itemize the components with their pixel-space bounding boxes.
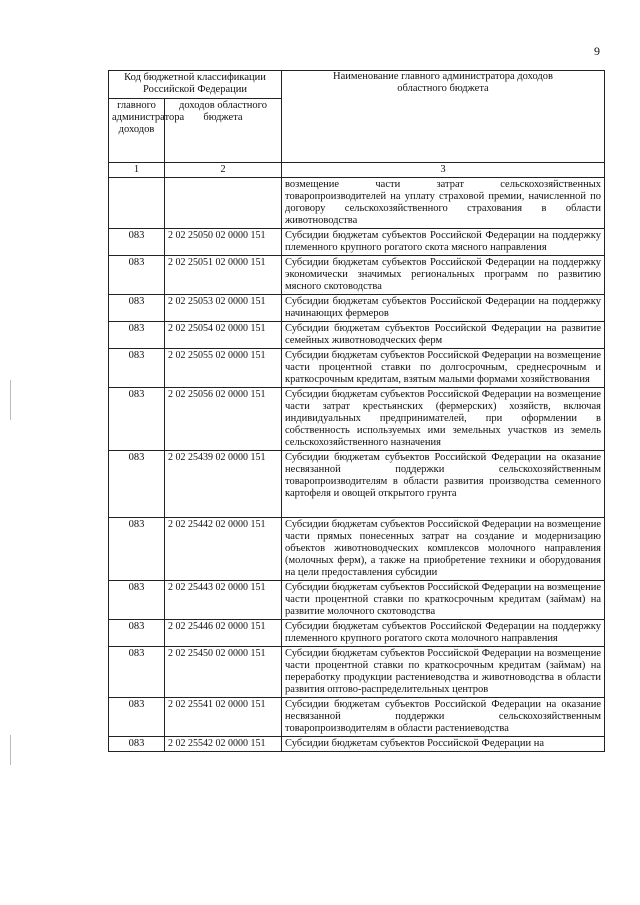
table-row xyxy=(109,518,605,581)
table-row xyxy=(109,322,605,349)
admin-code-cell: 083 xyxy=(109,295,165,322)
income-code-cell xyxy=(165,178,282,229)
income-code-cell: 2 02 25053 02 0000 151 xyxy=(165,295,282,322)
col-number-1: 1 xyxy=(109,163,165,178)
income-name-cell: Субсидии бюджетам субъектов Российской Федерации на поддержку экономически значимых региональных программ по развитию мясного скотоводства xyxy=(282,256,605,295)
regional-income-header: доходов областного бюджета xyxy=(165,99,282,163)
table-row xyxy=(109,698,605,737)
chief-admin-header: главного администратора доходов xyxy=(109,99,165,163)
scan-margin-mark xyxy=(10,380,11,420)
admin-code-cell: 083 xyxy=(109,349,165,388)
table-row xyxy=(109,581,605,620)
income-code-cell: 2 02 25442 02 0000 151 xyxy=(165,518,282,581)
income-code-cell: 2 02 25446 02 0000 151 xyxy=(165,620,282,647)
income-code-cell: 2 02 25054 02 0000 151 xyxy=(165,322,282,349)
budget-classification-table xyxy=(108,70,605,752)
admin-code-cell: 083 xyxy=(109,581,165,620)
admin-code-cell xyxy=(109,178,165,229)
income-name-cell: Субсидии бюджетам субъектов Российской Федерации на возмещение части процентной ставки по краткосрочным кредитам (займам) на развитие молочного скотоводства xyxy=(282,581,605,620)
budget-code-group-header: Код бюджетной классификации Российской Федерации xyxy=(109,71,282,99)
income-code-cell: 2 02 25443 02 0000 151 xyxy=(165,581,282,620)
income-name-cell: Субсидии бюджетам субъектов Российской Федерации на возмещение части процентной ставки по краткосрочным кредитам (займам) на переработку продукции растениеводства и животноводства в области развития оптово-распределительных центров xyxy=(282,647,605,698)
table-row xyxy=(109,451,605,518)
admin-code-cell: 083 xyxy=(109,388,165,451)
income-code-cell: 2 02 25055 02 0000 151 xyxy=(165,349,282,388)
income-code-cell: 2 02 25439 02 0000 151 xyxy=(165,451,282,518)
income-code-cell: 2 02 25450 02 0000 151 xyxy=(165,647,282,698)
col-number-2: 2 xyxy=(165,163,282,178)
income-name-cell: Субсидии бюджетам субъектов Российской Федерации на поддержку племенного крупного рогатого скота мясного направления xyxy=(282,229,605,256)
income-code-cell: 2 02 25542 02 0000 151 xyxy=(165,737,282,752)
admin-code-cell: 083 xyxy=(109,322,165,349)
col-number-3: 3 xyxy=(282,163,605,178)
income-name-cell: Субсидии бюджетам субъектов Российской Федерации на поддержку племенного крупного рогатого скота молочного направления xyxy=(282,620,605,647)
table-row xyxy=(109,737,605,752)
admin-code-cell: 083 xyxy=(109,620,165,647)
admin-code-cell: 083 xyxy=(109,256,165,295)
admin-code-cell: 083 xyxy=(109,229,165,256)
table-row xyxy=(109,620,605,647)
income-name-cell: Субсидии бюджетам субъектов Российской Федерации на xyxy=(282,737,605,752)
income-name-cell: Субсидии бюджетам субъектов Российской Федерации на поддержку начинающих фермеров xyxy=(282,295,605,322)
income-code-cell: 2 02 25050 02 0000 151 xyxy=(165,229,282,256)
table-row xyxy=(109,229,605,256)
income-name-cell: Субсидии бюджетам субъектов Российской Федерации на оказание несвязанной поддержки сельскохозяйственным товаропроизводителям в области развития производства семенного картофеля и овощей открытого грунта xyxy=(282,451,605,518)
income-code-cell: 2 02 25056 02 0000 151 xyxy=(165,388,282,451)
income-code-cell: 2 02 25541 02 0000 151 xyxy=(165,698,282,737)
table-row xyxy=(109,349,605,388)
income-name-cell: Субсидии бюджетам субъектов Российской Федерации на развитие семейных животноводческих ферм xyxy=(282,322,605,349)
admin-code-cell: 083 xyxy=(109,518,165,581)
name-header: Наименование главного администратора доходов областного бюджета xyxy=(282,71,605,163)
income-name-cell: Субсидии бюджетам субъектов Российской Федерации на возмещение части прямых понесенных затрат на создание и модернизацию объектов животноводческих комплексов молочного направления (молочных ферм), а также на приобретение техники и оборудования на цели предоставления субсидии xyxy=(282,518,605,581)
admin-code-cell: 083 xyxy=(109,737,165,752)
admin-code-cell: 083 xyxy=(109,698,165,737)
table-row xyxy=(109,256,605,295)
admin-code-cell: 083 xyxy=(109,647,165,698)
income-name-cell: Субсидии бюджетам субъектов Российской Федерации на оказание несвязанной поддержки сельскохозяйственным товаропроизводителям в области растениеводства xyxy=(282,698,605,737)
page-number: 9 xyxy=(594,44,600,58)
table-row xyxy=(109,295,605,322)
scan-margin-mark xyxy=(10,735,11,765)
income-name-cell: Субсидии бюджетам субъектов Российской Федерации на возмещение части процентной ставки по долгосрочным, среднесрочным и краткосрочным кредитам, взятым малыми формами хозяйствования xyxy=(282,349,605,388)
table-row xyxy=(109,388,605,451)
table-row xyxy=(109,178,605,229)
income-name-cell: возмещение части затрат сельскохозяйственных товаропроизводителей на уплату страховой премии, начисленной по договору сельскохозяйственного страхования в области животноводства xyxy=(282,178,605,229)
admin-code-cell: 083 xyxy=(109,451,165,518)
table-row xyxy=(109,647,605,698)
income-code-cell: 2 02 25051 02 0000 151 xyxy=(165,256,282,295)
income-name-cell: Субсидии бюджетам субъектов Российской Федерации на возмещение части затрат крестьянских (фермерских) хозяйств, включая индивидуальных предпринимателей, при оформлении в собственность используемых ими земельных участков из земель сельскохозяйственного назначения xyxy=(282,388,605,451)
